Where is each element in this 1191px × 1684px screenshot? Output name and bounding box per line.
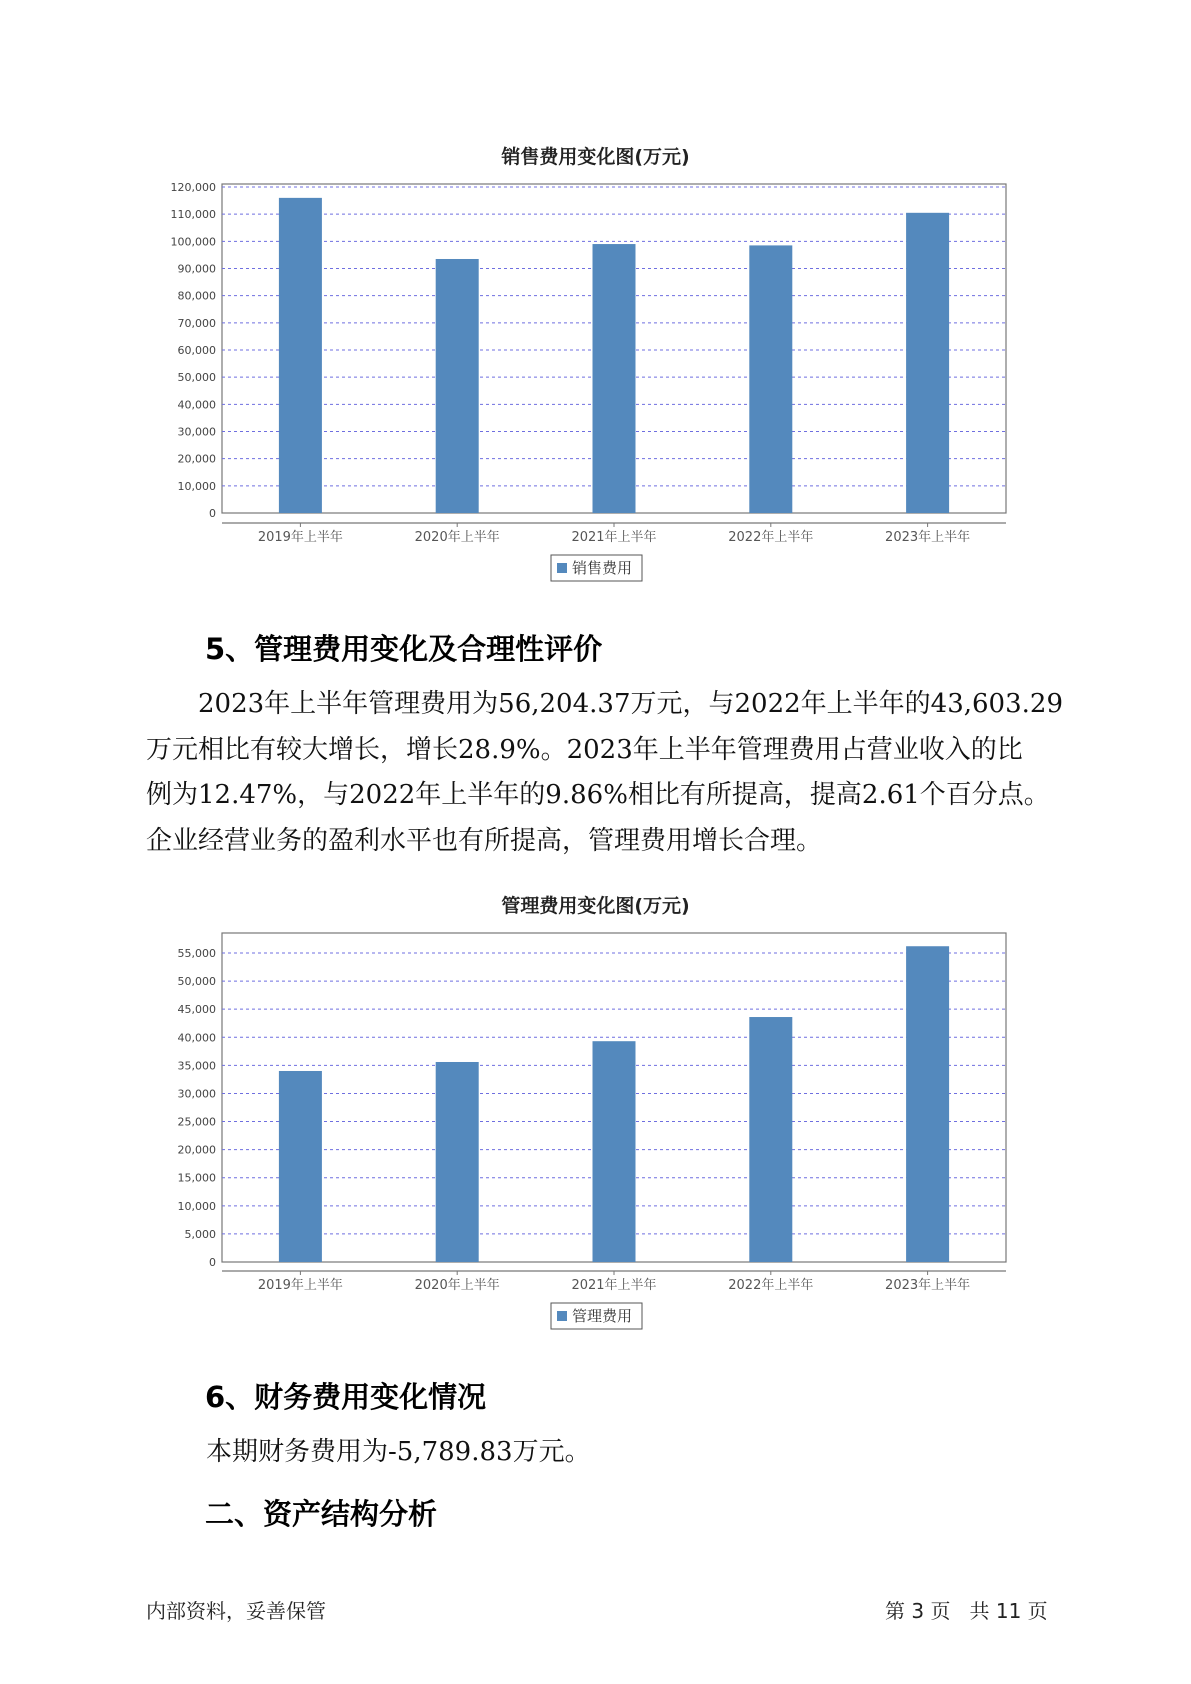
paragraph-line: 万元相比有较大增长，增长28.9%。2023年上半年管理费用占营业收入的比 [146,734,1023,765]
y-tick-label: 10,000 [177,1199,216,1213]
legend-label: 销售费用 [572,559,633,577]
y-tick-label: 0 [209,507,216,520]
sales-chart-title: 销售费用变化图(万元) [501,146,690,168]
paragraph-line: 2023年上半年管理费用为56,204.37万元，与2022年上半年的43,603.29 [198,689,1063,719]
footer-confidential: 内部资料，妥善保管 [146,1599,326,1623]
y-tick-label: 90,000 [177,262,216,276]
x-tick-label: 2019年上半年 [257,1278,343,1293]
bar [593,1041,636,1262]
x-tick-label: 2020年上半年 [414,530,500,545]
y-tick-label: 55,000 [177,947,216,960]
paragraph-line: 企业经营业务的盈利水平也有所提高，管理费用增长合理。 [146,825,823,856]
y-tick-label: 25,000 [177,1115,216,1129]
x-tick-label: 2021年上半年 [571,1278,657,1293]
y-tick-label: 35,000 [177,1059,216,1073]
x-tick-label: 2023年上半年 [885,1278,971,1293]
x-tick-label: 2019年上半年 [257,530,343,545]
y-tick-label: 15,000 [177,1171,216,1185]
x-tick-label: 2023年上半年 [885,530,971,545]
legend-label: 管理费用 [572,1307,633,1325]
y-tick-label: 80,000 [177,289,216,303]
paragraph-line: 本期财务费用为-5,789.83万元。 [206,1437,591,1467]
x-tick-label: 2020年上半年 [414,1278,500,1293]
section-two-heading: 二、资产结构分析 [205,1497,438,1531]
y-tick-label: 120,000 [170,181,216,194]
section6-paragraph [146,1430,1136,1476]
y-tick-label: 30,000 [177,425,216,439]
bar [749,1017,792,1262]
x-tick-label: 2021年上半年 [571,530,657,545]
y-tick-label: 100,000 [170,235,216,249]
y-tick-label: 0 [209,1256,216,1269]
y-tick-label: 50,000 [177,975,216,989]
section5-heading: 5、管理费用变化及合理性评价 [205,632,603,666]
y-tick-label: 10,000 [177,479,216,493]
x-tick-label: 2022年上半年 [728,1278,814,1293]
y-tick-label: 5,000 [184,1227,216,1241]
section6-heading: 6、财务费用变化情况 [205,1380,487,1414]
y-tick-label: 60,000 [177,344,216,357]
y-tick-label: 45,000 [177,1003,216,1017]
paragraph-line: 例为12.47%，与2022年上半年的9.86%相比有所提高，提高2.61个百分点。 [146,780,1050,810]
y-tick-label: 20,000 [177,452,216,466]
y-tick-label: 50,000 [177,371,216,385]
y-tick-label: 40,000 [177,398,216,412]
admin-chart-title: 管理费用变化图(万元) [501,895,690,917]
footer-page-number: 第 3 页 共 11 页 [885,1599,1048,1623]
x-tick-label: 2022年上半年 [728,530,814,545]
y-tick-label: 30,000 [177,1087,216,1101]
y-tick-label: 110,000 [170,208,216,222]
bar [436,1062,479,1262]
bar [279,1071,322,1262]
legend-swatch [557,1311,567,1321]
y-tick-label: 40,000 [177,1031,216,1045]
y-tick-label: 70,000 [177,316,216,330]
bar [906,946,949,1262]
y-tick-label: 20,000 [177,1143,216,1157]
